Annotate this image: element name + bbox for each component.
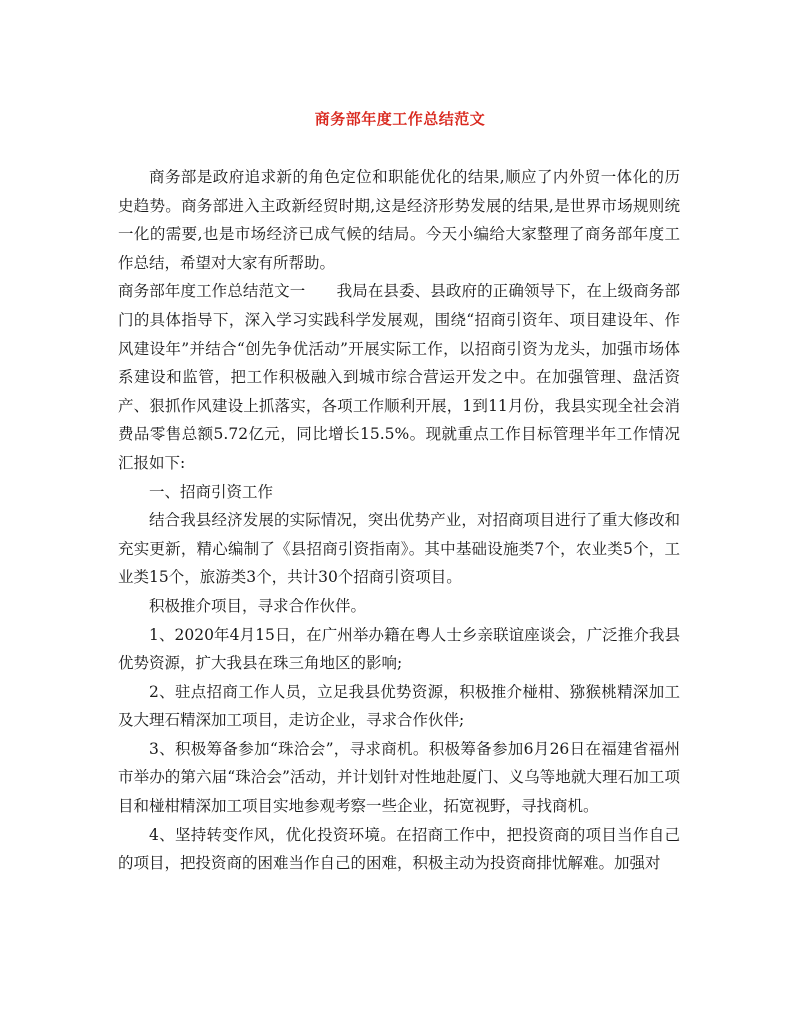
document-body: [118, 163, 680, 878]
document-title: 商务部年度工作总结范文: [314, 110, 486, 128]
paragraph: 积极推介项目，寻求合作伙伴。: [149, 596, 367, 615]
paragraph: 结合我县经济发展的实际情况，突出优势产业，对招商项目进行了重大修改和充实更新，精心编制了《县招商引资指南》。其中基础设施类7个，农业类5个，工业类15个，旅游类3个，共计30个招商引资项目。: [118, 511, 680, 587]
paragraph-intro: 商务部是政府追求新的角色定位和职能优化的结果,顺应了内外贸一体化的历史趋势。商务部进入主政新经贸时期,这是经济形势发展的结果,是世界市场规则统一化的需要,也是市场经济已成气候的结局。今天小编给大家整理了商务部年度工作总结，希望对大家有所帮助。: [118, 168, 680, 272]
paragraph-sample-one: 商务部年度工作总结范文一 我局在县委、县政府的正确领导下，在上级商务部门的具体指导下，深入学习实践科学发展观，围绕“招商引资年、项目建设年、作风建设年”并结合“创先争优活动”开展实际工作，以招商引资为龙头，加强市场体系建设和监管，把工作积极融入到城市综合营运开发之中。在加强管理、盘活资产、狠抓作风建设上抓落实，各项工作顺利开展，1到11月份，我县实现全社会消费品零售总额5.72亿元，同比增长15.5%。现就重点工作目标管理半年工作情况汇报如下:: [118, 282, 680, 472]
section-heading: 一、招商引资工作: [149, 482, 274, 501]
list-item: 3、积极筹备参加“珠洽会”，寻求商机。积极筹备参加6月26日在福建省福州市举办的第六届“珠洽会”活动，并计划针对性地赴厦门、义乌等地就大理石加工项目和椪柑精深加工项目实地参观考察一些企业，拓宽视野，寻找商机。: [118, 739, 680, 816]
list-item: 4、坚持转变作风，优化投资环境。在招商工作中，把投资商的项目当作自己的项目，把投资商的困难当作自己的困难，积极主动为投资商排忧解难。加强对: [118, 825, 680, 873]
list-item: 2、驻点招商工作人员，立足我县优势资源，积极推介椪柑、猕猴桃精深加工及大理石精深加工项目，走访企业，寻求合作伙伴;: [118, 682, 680, 730]
list-item: 1、2020年4月15日，在广州举办籍在粤人士乡亲联谊座谈会，广泛推介我县优势资源，扩大我县在珠三角地区的影响;: [118, 625, 680, 673]
